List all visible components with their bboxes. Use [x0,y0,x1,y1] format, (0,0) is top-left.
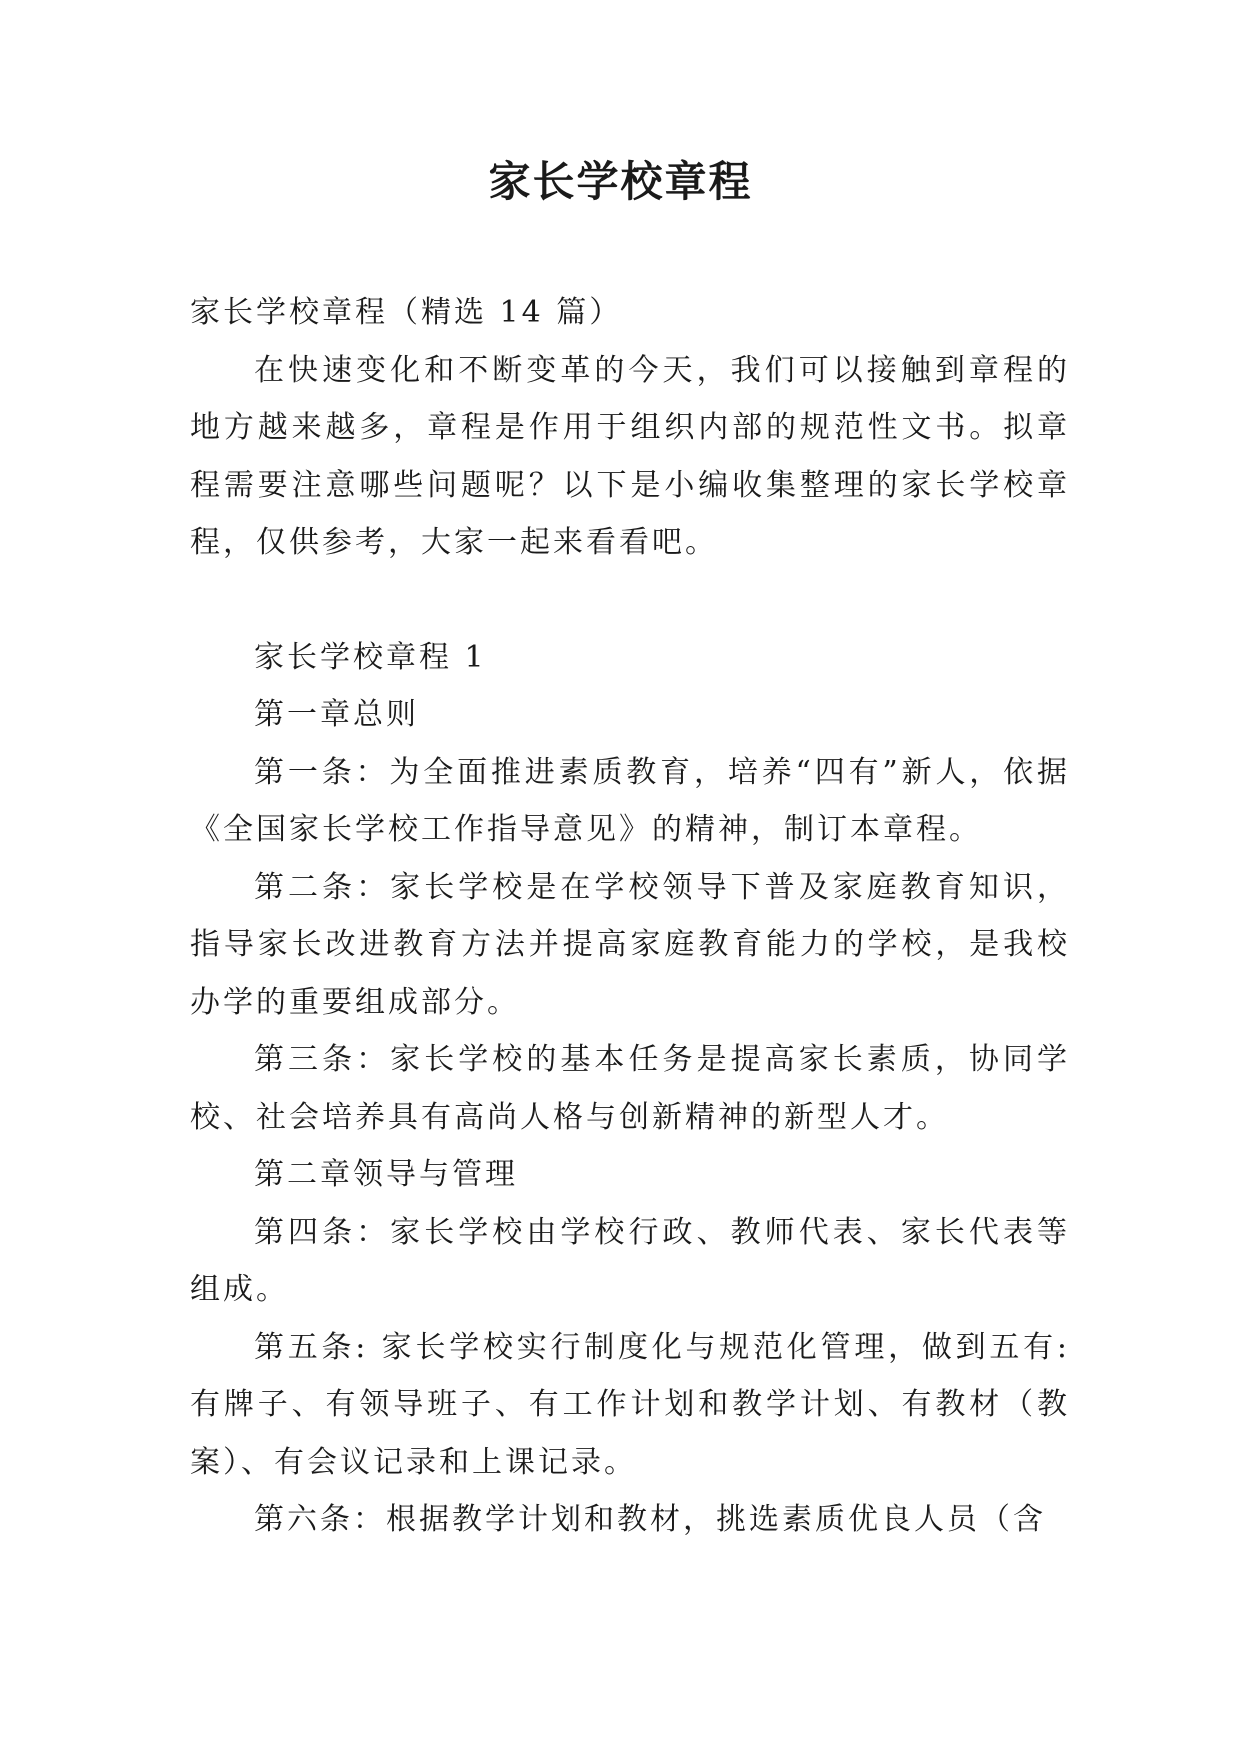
chapter-heading: 第一章总则 [254,697,419,732]
article-paragraph: 第三条：家长学校的基本任务是提高家长素质，协同学校、社会培养具有高尚人格与创新精神的新型人才。 [190,1042,1070,1135]
document-subtitle: 家长学校章程（精选 14 篇） [190,295,623,330]
article-paragraph: 第一条：为全面推进素质教育，培养“四有”新人，依据《全国家长学校工作指导意见》的精神，制订本章程。 [190,754,1070,847]
document-title: 家长学校章程 [488,157,753,206]
article-paragraph: 第五条: 家长学校实行制度化与规范化管理，做到五有: 有牌子、有领导班子、有工作计划和教学计划、有教材（教案）、有会议记录和上课记录。 [190,1329,1070,1480]
article-paragraph: 第六条：根据教学计划和教材，挑选素质优良人员（含 [254,1502,1046,1537]
document-body [190,284,1070,1549]
article-paragraph: 第二条：家长学校是在学校领导下普及家庭教育知识，指导家长改进教育方法并提高家庭教育能力的学校，是我校办学的重要组成部分。 [190,869,1070,1020]
section-heading: 家长学校章程 1 [254,639,487,675]
intro-paragraph: 在快速变化和不断变革的今天，我们可以接触到章程的地方越来越多，章程是作用于组织内部的规范性文书。拟章程需要注意哪些问题呢？以下是小编收集整理的家长学校章程，仅供参考，大家一起来看看吧。 [190,352,1070,560]
chapter-heading: 第二章领导与管理 [254,1157,518,1192]
article-paragraph: 第四条：家长学校由学校行政、教师代表、家长代表等组成。 [190,1214,1070,1307]
